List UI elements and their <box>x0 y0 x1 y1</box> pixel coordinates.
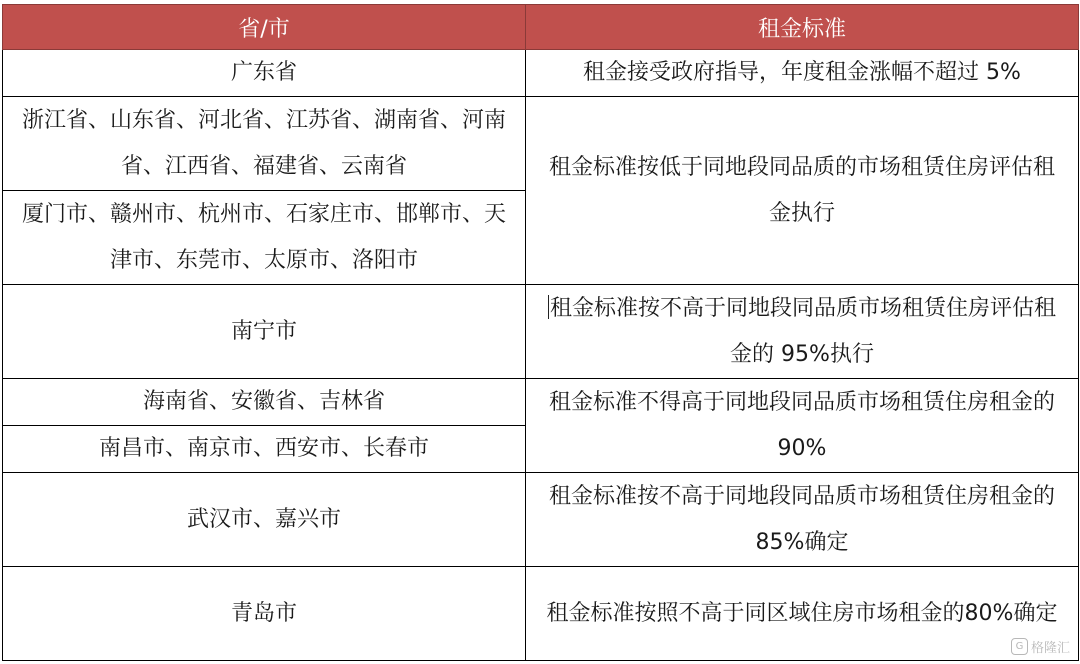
region-cell: 浙江省、山东省、河北省、江苏省、湖南省、河南省、江西省、福建省、云南省 <box>3 97 526 191</box>
region-cell: 南宁市 <box>3 285 526 379</box>
standard-text: 租金标准按不高于同地段同品质市场租赁住房评估租金的 95%执行 <box>549 295 1056 367</box>
watermark <box>1011 637 1070 656</box>
gelonghui-logo-icon: G <box>1011 638 1028 655</box>
region-cell: 海南省、安徽省、吉林省 <box>3 379 526 426</box>
table-row <box>3 379 1079 426</box>
watermark-text: 格隆汇 <box>1030 641 1070 656</box>
region-cell: 广东省 <box>3 50 526 97</box>
region-cell: 厦门市、赣州市、杭州市、石家庄市、邯郸市、天津市、东莞市、太原市、洛阳市 <box>3 191 526 285</box>
table-row <box>3 473 1079 567</box>
table-row <box>3 50 1079 97</box>
header-row <box>3 5 1079 50</box>
region-cell: 青岛市 <box>3 567 526 661</box>
standard-cell: 租金标准不得高于同地段同品质市场租赁住房租金的 90% <box>526 379 1079 473</box>
standard-cell: 租金标准按低于同地段同品质的市场租赁住房评估租金执行 <box>526 97 1079 285</box>
header-province-city: 省/市 <box>3 5 526 50</box>
standard-cell: 租金标准按照不高于同区域住房市场租金的80%确定 <box>526 567 1079 661</box>
region-cell: 南昌市、南京市、西安市、长春市 <box>3 426 526 473</box>
text-cursor <box>548 295 549 319</box>
standard-cell: 租金标准按不高于同地段同品质市场租赁住房租金的 85%确定 <box>526 473 1079 567</box>
table-row <box>3 567 1079 661</box>
table-row <box>3 97 1079 191</box>
table-row <box>3 285 1079 379</box>
header-rent-standard: 租金标准 <box>526 5 1079 50</box>
rent-standard-table <box>2 4 1079 661</box>
standard-cell <box>526 285 1079 379</box>
region-cell: 武汉市、嘉兴市 <box>3 473 526 567</box>
standard-cell: 租金接受政府指导，年度租金涨幅不超过 5% <box>526 50 1079 97</box>
